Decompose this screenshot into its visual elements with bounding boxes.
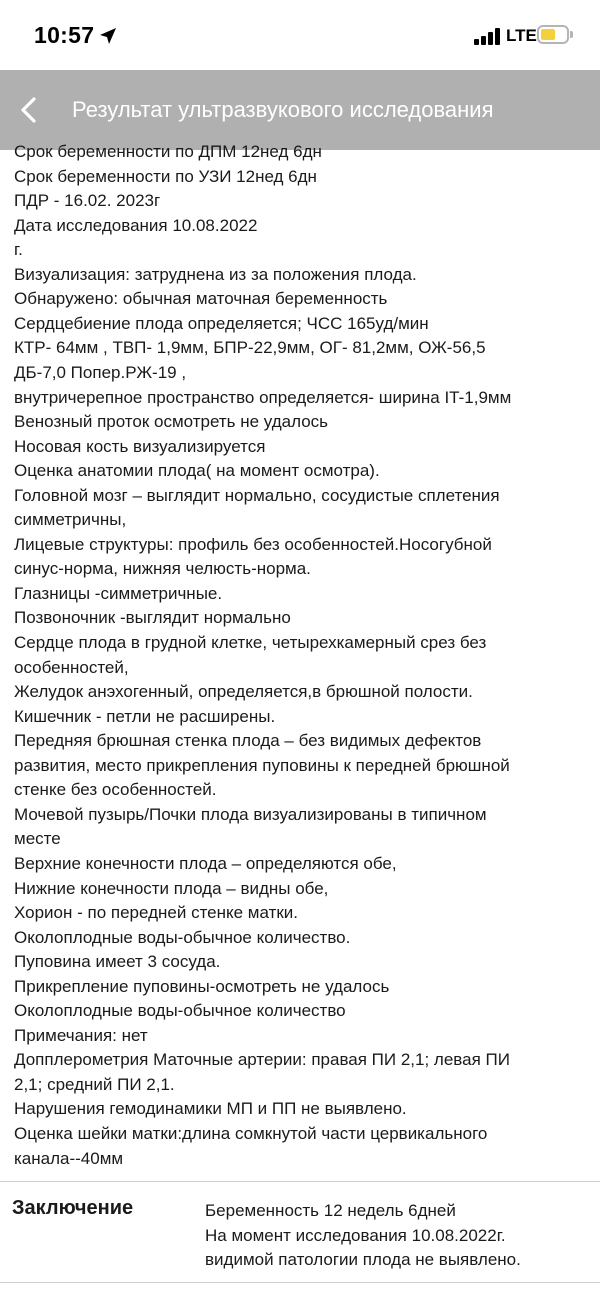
report-line: Оценка анатомии плода( на момент осмотра). (14, 461, 380, 481)
conclusion-label: Заключение (12, 1197, 134, 1219)
report-line: Нижние конечности плода – видны обе, (14, 878, 329, 898)
status-time: 10:57 (34, 22, 95, 48)
report-line: Головной мозг – выглядит нормально, сосудистые сплетения (14, 485, 500, 505)
report-line: развития, место прикрепления пуповины к передней брюшной (14, 755, 510, 775)
battery-icon (537, 25, 569, 44)
cellular-signal-icon (474, 27, 500, 45)
report-line: синус-норма, нижняя челюсть-норма. (14, 559, 311, 579)
report-body[interactable] (14, 140, 594, 1180)
report-line: Глазницы -симметричные. (14, 583, 223, 603)
report-line: Носовая кость визуализируется (14, 436, 266, 456)
report-line: ДБ-7,0 Попер.РЖ-19 , (14, 362, 187, 382)
report-line: месте (14, 829, 61, 849)
battery-tip (570, 31, 573, 38)
report-line: Срок беременности по ДПМ 12нед 6дн (14, 142, 322, 161)
report-line: Лицевые структуры: профиль без особенностей.Носогубной (14, 534, 492, 554)
report-line: Позвоночник -выглядит нормально (14, 608, 291, 628)
network-type: LTE (506, 26, 537, 45)
divider-bottom (0, 1282, 600, 1283)
report-line: КТР- 64мм , ТВП- 1,9мм, БПР-22,9мм, ОГ- 81,2мм, ОЖ-56,5 (14, 338, 486, 358)
report-line: Околоплодные воды-обычное количество (14, 1001, 346, 1021)
conclusion-line: На момент исследования 10.08.2022г. (205, 1225, 506, 1245)
report-line: г. (14, 240, 23, 260)
report-line: Примечания: нет (14, 1025, 148, 1045)
nav-header (0, 70, 600, 150)
page-title: Результат ультразвукового исследования (72, 97, 494, 122)
report-line: Кишечник - петли не расширены. (14, 706, 276, 726)
conclusion-line: видимой патологии плода не выявлено. (205, 1250, 521, 1269)
conclusion-line: Беременность 12 недель 6дней (205, 1201, 456, 1220)
report-line: Околоплодные воды-обычное количество. (14, 927, 351, 947)
report-line: Прикрепление пуповины-осмотреть не удалось (14, 976, 390, 996)
report-line: Венозный проток осмотреть не удалось (14, 412, 329, 432)
report-line: 2,1; средний ПИ 2,1. (14, 1074, 175, 1094)
report-line: Нарушения гемодинамики МП и ПП не выявлено. (14, 1099, 407, 1119)
report-line: особенностей, (14, 657, 129, 677)
report-line: стенке без особенностей. (14, 780, 217, 800)
report-line: Хорион - по передней стенке матки. (14, 903, 299, 923)
report-line: Обнаружено: обычная маточная беременность (14, 289, 388, 309)
report-line: Передняя брюшная стенка плода – без видимых дефектов (14, 731, 482, 751)
report-line: Визуализация: затруднена из за положения плода. (14, 264, 417, 284)
report-line: ПДР - 16.02. 2023г (14, 191, 161, 211)
location-arrow-icon (98, 26, 118, 46)
status-bar (0, 0, 600, 70)
report-line: Оценка шейки матки:длина сомкнутой части цервикального (14, 1124, 488, 1143)
report-line: Сердце плода в грудной клетке, четырехкамерный срез без (14, 633, 487, 652)
chevron-left-icon[interactable] (12, 92, 48, 128)
report-line: Мочевой пузырь/Почки плода визуализированы в типичном (14, 804, 487, 824)
report-line: симметричны, (14, 510, 127, 530)
divider-top (0, 1181, 600, 1182)
report-line: Срок беременности по УЗИ 12нед 6дн (14, 166, 317, 186)
report-line: канала--40мм (14, 1148, 124, 1168)
report-line: Допплерометрия Маточные артерии: правая ПИ 2,1; левая ПИ (14, 1050, 510, 1070)
report-line: Пуповина имеет 3 сосуда. (14, 952, 221, 972)
report-line: Верхние конечности плода – определяются обе, (14, 853, 397, 873)
report-line: внутричерепное пространство определяется- ширина IT-1,9мм (14, 387, 512, 407)
report-line: Желудок анэхогенный, определяется,в брюшной полости. (14, 682, 473, 702)
report-line: Дата исследования 10.08.2022 (14, 215, 258, 235)
report-line: Сердцебиение плода определяется; ЧСС 165уд/мин (14, 313, 429, 333)
